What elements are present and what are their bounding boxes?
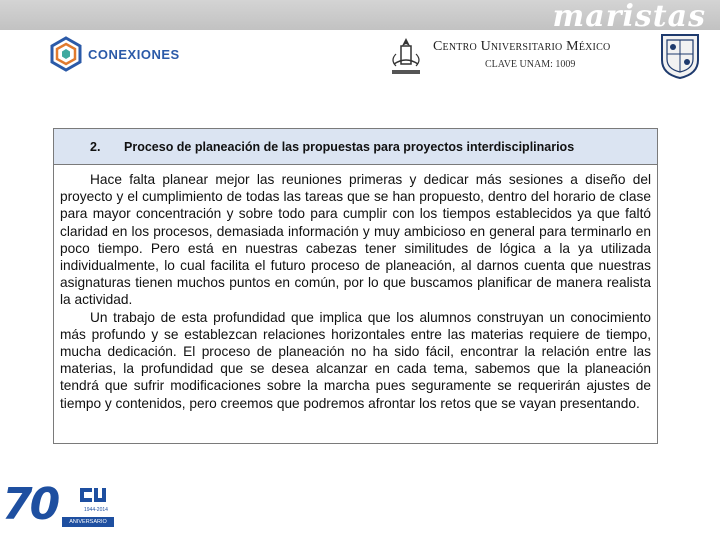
section-title: Proceso de planeación de las propuestas para proyectos interdisciplinarios <box>124 139 575 154</box>
anniversary-years: 1944-2014 <box>84 507 108 513</box>
conexiones-logo <box>48 36 193 76</box>
body-paragraph: Un trabajo de esta profundidad que implica que los alumnos construyan un conocimiento más profundo y se establezcan relaciones horizontales entre las materias requiere de tiempo, mucha dedicación. El proceso de planeación no ha sido fácil, encontrar la relación entre las materias, la profundidad que se desea alcanzar en cada tema, sabemos que la planeación tendrá que sufrir modificaciones sobre la marcha pues seguramente se requerirán ajustes de tiempo y contenidos, pero creemos que podremos afrontar los retos que se vayan presentando. <box>60 309 651 411</box>
body-paragraph: Hace falta planear mejor las reuniones primeras y dedicar más sesiones a diseño del proyecto y el cumplimiento de todas las tareas que se han propuesto, dentro del horario de clase para mayor concentración y sobre todo para cumplir con los tiempos establecidos ya que faltó claridad en los procesos, demasiada información y muy ambicioso en general para terminarlo en poco tiempo. Pero está en nuestras cabezas tener similitudes de lógica a la ya utilizada individualmente, lo cual facilita el futuro proceso de planeación, al darnos cuenta que nuestras asignaturas tienen muchos puntos en común, por lo que buscamos planificar de manera realista la actividad. <box>60 172 651 308</box>
maristas-seal-icon <box>386 34 426 78</box>
maristas-wordmark: maristas <box>552 0 706 34</box>
section-header <box>54 129 657 165</box>
anniversary-logo <box>0 480 125 540</box>
institution-block <box>433 39 653 71</box>
section-panel <box>53 128 658 444</box>
institution-code: CLAVE UNAM: 1009 <box>485 59 576 70</box>
conexiones-title: CONEXIONES <box>88 47 180 62</box>
section-number: 2. <box>90 139 101 154</box>
cum-monogram-icon <box>78 484 112 506</box>
unam-shield-icon <box>659 32 701 80</box>
anniversary-number: 70 <box>2 479 58 530</box>
conexiones-knot-icon <box>48 36 84 72</box>
top-banner <box>0 0 720 34</box>
institution-name: Centro Universitario México <box>433 39 611 54</box>
section-body <box>54 165 657 412</box>
anniversary-badge: ANIVERSARIO <box>62 517 114 527</box>
